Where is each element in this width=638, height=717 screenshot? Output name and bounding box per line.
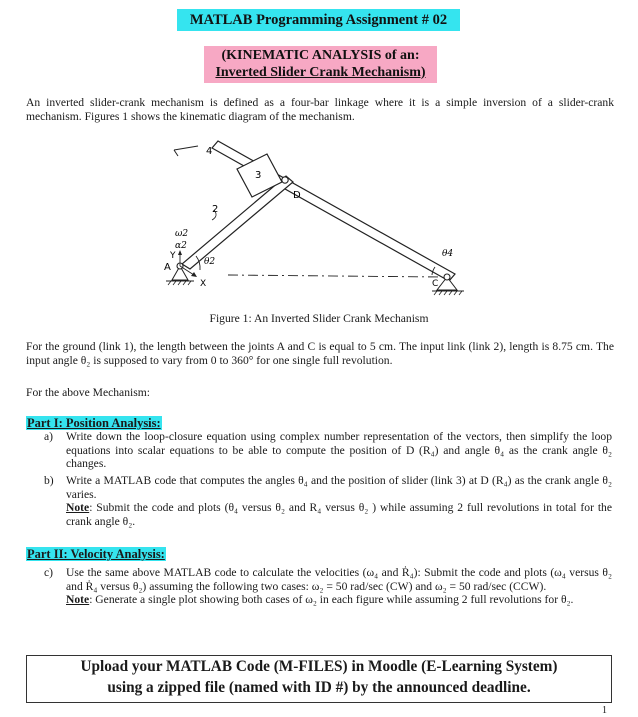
- link-2: [182, 176, 293, 269]
- question-b-text: Write a MATLAB code that computes the angles θ₄ and the position of slider (link 3) at D (R₄) as the crank angle θ₂ varies.: [66, 474, 612, 501]
- question-a: [44, 430, 612, 471]
- question-b-label: b): [44, 474, 54, 487]
- joint-d: [282, 177, 288, 183]
- upload-instructions-box: [26, 655, 612, 703]
- note-label: Note: [66, 501, 90, 515]
- label-link-2: 2: [212, 204, 219, 215]
- assignment-title: MATLAB Programming Assignment # 02: [177, 9, 460, 31]
- label-link-3: 3: [255, 170, 262, 181]
- upload-line-2: using a zipped file (named with ID #) by the announced deadline.: [107, 679, 531, 696]
- note-text: : Submit the code and plots (θ₄ versus θ₂ and R₄ versus θ₂ ) while assuming 2 full revolutions in total for the crank angle θ₂.: [66, 501, 612, 528]
- page-number: 1: [602, 705, 607, 716]
- label-point-c: C: [432, 279, 439, 289]
- label-point-d: D: [293, 190, 301, 201]
- label-alpha2: α2: [175, 241, 187, 251]
- question-c: [44, 566, 612, 607]
- label-axis-y: Y: [170, 251, 176, 261]
- figure-caption: Figure 1: An Inverted Slider Crank Mechanism: [209, 312, 429, 325]
- upload-line-1: Upload your MATLAB Code (M-FILES) in Moodle (E-Learning System): [80, 658, 558, 675]
- ground-line: [228, 275, 442, 277]
- question-c-text: Use the same above MATLAB code to calculate the velocities (ω₄ and Ṙ₄): Submit the code and plots (ω₄ versus θ₂ and Ṙ₄ versus θ₂) assuming the following two cases: ω₂ = 50 rad/sec (CW) and ω₂ = 50 rad/sec (CCW).: [66, 566, 612, 593]
- question-c-label: c): [44, 566, 54, 579]
- question-c-note: [66, 593, 612, 607]
- label-theta2: θ2: [204, 257, 216, 267]
- label-omega2: ω2: [175, 229, 189, 239]
- label-point-a: A: [164, 262, 171, 273]
- question-b: [44, 474, 612, 528]
- assignment-subtitle: [204, 46, 437, 83]
- for-above-mechanism: For the above Mechanism:: [26, 386, 150, 399]
- part-1-heading: Part I: Position Analysis:: [27, 416, 161, 430]
- note-text: : Generate a single plot showing both cases of ω₂ in each figure while assuming 2 full revolutions for θ₂.: [89, 593, 574, 607]
- label-axis-x: X: [200, 279, 207, 289]
- mechanism-diagram: [150, 138, 490, 306]
- part-2-heading: Part II: Velocity Analysis:: [27, 547, 165, 561]
- subtitle-line-2: Inverted Slider Crank Mechanism): [215, 65, 426, 80]
- label-link-4: 4: [206, 146, 213, 157]
- question-a-label: a): [44, 430, 54, 443]
- label-theta4: θ4: [442, 249, 454, 259]
- ground-paragraph: For the ground (link 1), the length between the joints A and C is equal to 5 cm. The input link (link 2), length is 8.75 cm. The input angle θ₂ is supposed to vary from 0 to 360° for one single full revolution.: [26, 340, 614, 367]
- question-a-text: Write down the loop-closure equation using complex number representation of the vectors, then simplify the loop equations into scalar equations to be able to compute the position of D (R₄) and angle θ₄ as the crank angle θ₂ changes.: [66, 430, 612, 471]
- question-b-note: [66, 501, 612, 528]
- subtitle-line-1: (KINEMATIC ANALYSIS of an:: [221, 48, 420, 63]
- note-label: Note: [66, 593, 90, 607]
- intro-paragraph: An inverted slider-crank mechanism is defined as a four-bar linkage where it is a simple inversion of a slider-crank mechanism. Figures 1 shows the kinematic diagram of the mechanism.: [26, 96, 614, 123]
